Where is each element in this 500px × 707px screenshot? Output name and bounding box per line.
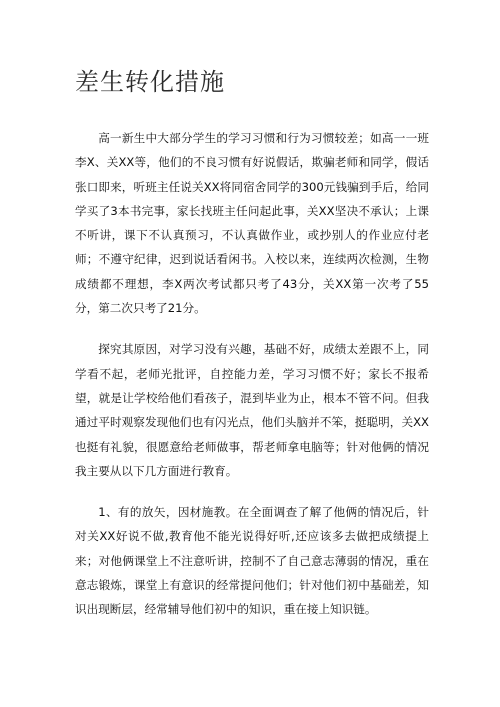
- paragraph-1: 高一新生中大部分学生的学习习惯和行为习惯较差；如高一一班李X、关XX等，他们的不良习惯有好说假话，欺骗老师和同学，假话张口即来，听班主任说关XX将同宿舍同学的300元钱骗到手后，给同学买了3本书完事，家长找班主任问起此事，关XX坚决不承认；上课不听讲，课下不认真预习，不认真做作业，或抄别人的作业应付老师；不遵守纪律，迟到说话看闲书。入校以来，连续两次检测，生物成绩都不理想，李X两次考试都只考了43分，关XX第一次考了55分，第二次只考了21分。: [75, 131, 429, 316]
- page-title: 差生转化措施: [75, 68, 225, 96]
- document-body: [75, 126, 429, 622]
- paragraph-2: 探究其原因，对学习没有兴趣，基础不好，成绩太差跟不上，同学看不起，老师光批评，自控能力差，学习习惯不好；家长不报希望，就是让学校给他们看孩子，混到毕业为止，根本不管不问。但我通过平时观察发现他们也有闪光点，他们头脑并不笨，挺聪明，关XX也挺有礼貌，很愿意给老师做事，帮老师拿电脑等；针对他俩的情况我主要从以下几方面进行教育。: [75, 342, 429, 478]
- paragraph-3: 1、有的放矢，因材施教。在全面调查了解了他俩的情况后，针对关XX好说不做,教育他不能光说得好听,还应该多去做把成绩提上来；对他俩课堂上不注意听讲，控制不了自己意志薄弱的情况，重在意志锻炼，课堂上有意识的经常提问他们；针对他们初中基础差，知识出现断层，经常辅导他们初中的知识，重在接上知识链。: [75, 505, 429, 617]
